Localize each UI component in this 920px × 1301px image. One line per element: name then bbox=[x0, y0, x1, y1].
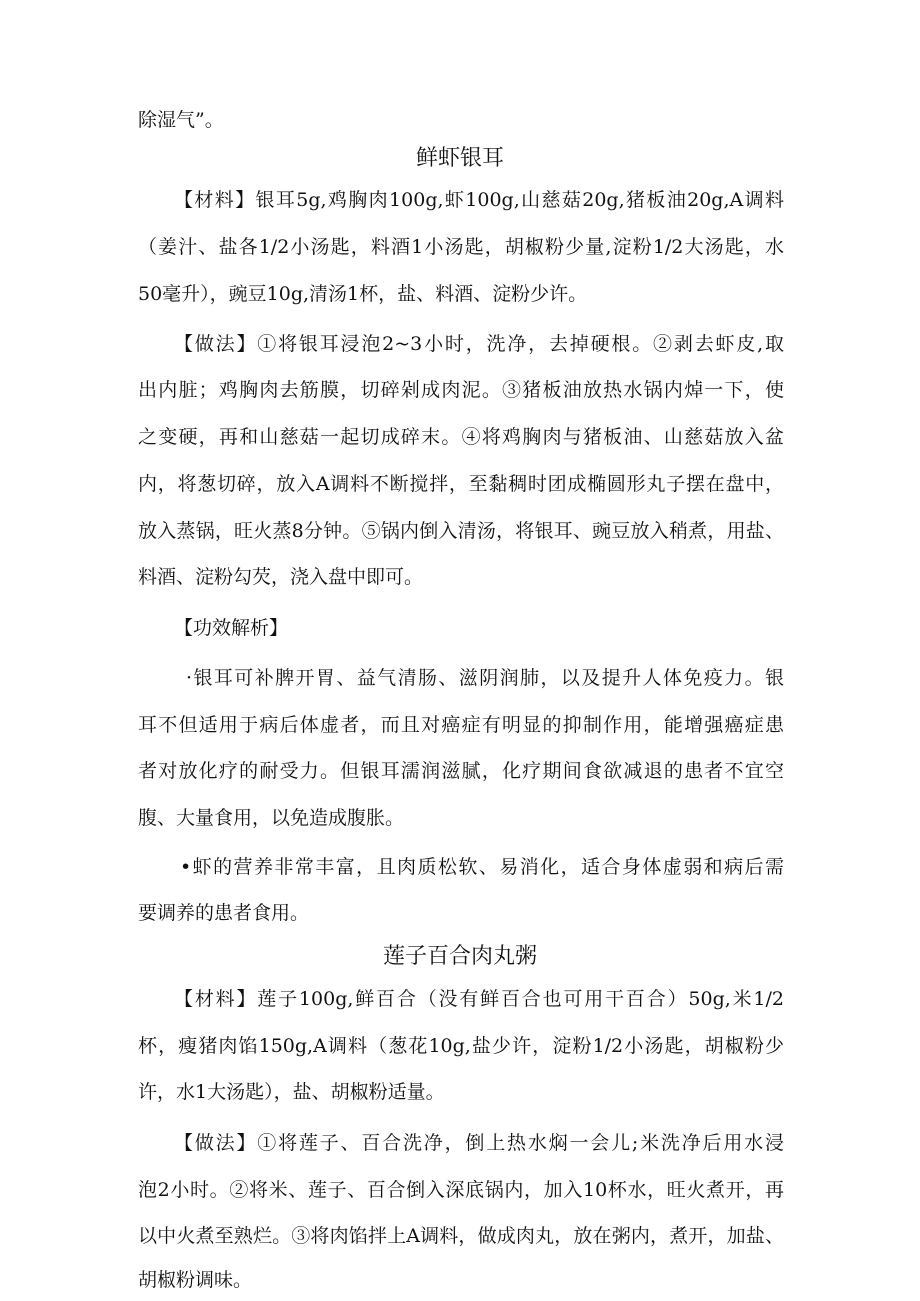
recipe-1-title: 鲜虾银耳 bbox=[415, 146, 504, 171]
recipe-1-effect-1-line-1: ·银耳可补脾开胃、益气清肠、滋阴润肺，以及提升人体免疫力。银 bbox=[186, 667, 784, 689]
recipe-1-materials-line-2: （姜汁、盐各1/2小汤匙，料酒1小汤匙，胡椒粉少量,淀粉1/2大汤匙，水 bbox=[138, 236, 784, 258]
recipe-2-materials-line-3: 许，水1大汤匙），盐、胡椒粉适量。 bbox=[138, 1081, 445, 1103]
recipe-1-effect-1-line-2: 耳不但适用于病后体虚者，而且对癌症有明显的抑制作用，能增强癌症患 bbox=[138, 714, 784, 736]
recipe-2-method-line-4: 胡椒粉调味。 bbox=[138, 1269, 253, 1291]
recipe-1-method-line-2: 出内脏；鸡胸肉去筋膜，切碎剁成肉泥。③猪板油放热水锅内焯一下，使 bbox=[138, 379, 784, 401]
recipe-1-effect-1-line-3: 者对放化疗的耐受力。但银耳濡润滋腻，化疗期间食欲减退的患者不宜空 bbox=[138, 760, 784, 782]
recipe-1-materials-line-3: 50毫升），豌豆10g,清汤1杯，盐、料酒、淀粉少许。 bbox=[138, 283, 588, 305]
recipe-1-method-line-3: 之变硬，再和山慈菇一起切成碎末。④将鸡胸肉与猪板油、山慈菇放入盆 bbox=[138, 426, 784, 448]
recipe-1-method-line-5: 放入蒸锅，旺火蒸8分钟。⑤锅内倒入清汤，将银耳、豌豆放入稍煮，用盐、 bbox=[138, 520, 784, 542]
recipe-1-effect-heading: 【功效解析】 bbox=[174, 617, 289, 639]
recipe-2-materials-line-1: 【材料】莲子100g,鲜百合（没有鲜百合也可用干百合）50g,米1/2 bbox=[174, 988, 784, 1010]
recipe-1-materials-line-1: 【材料】银耳5g,鸡胸肉100g,虾100g,山慈菇20g,猪板油20g,A调料 bbox=[174, 189, 784, 211]
recipe-2-method-line-3: 以中火煮至熟烂。③将肉馅拌上A调料，做成肉丸，放在粥内，煮开，加盐、 bbox=[138, 1225, 784, 1247]
recipe-1-method-line-4: 内，将葱切碎，放入A调料不断搅拌，至黏稠时团成椭圆形丸子摆在盘中， bbox=[138, 473, 784, 495]
intro-tail-line: 除湿气”。 bbox=[138, 109, 224, 131]
recipe-1-effect-2-line-2: 要调养的患者食用。 bbox=[138, 902, 310, 924]
recipe-1-effect-2-line-1: •虾的营养非常丰富，且肉质松软、易消化，适合身体虚弱和病后需 bbox=[180, 856, 784, 878]
recipe-2-method-line-1: 【做法】①将莲子、百合洗净，倒上热水焖一会儿;米洗净后用水浸 bbox=[174, 1132, 784, 1154]
recipe-2-title: 莲子百合肉丸粥 bbox=[382, 944, 537, 969]
recipe-1-effect-1-line-4: 腹、大量食用，以免造成腹胀。 bbox=[138, 807, 405, 829]
recipe-2-materials-line-2: 杯，瘦猪肉馅150g,A调料（葱花10g,盐少许，淀粉1/2小汤匙，胡椒粉少 bbox=[138, 1035, 784, 1057]
recipe-1-method-line-1: 【做法】①将银耳浸泡2~3小时，洗净，去掉硬根。②剥去虾皮,取 bbox=[174, 333, 784, 355]
recipe-2-method-line-2: 泡2小时。②将米、莲子、百合倒入深底锅内，加入10杯水，旺火煮开，再 bbox=[138, 1179, 784, 1201]
recipe-1-method-line-6: 料酒、淀粉勾芡，浇入盘中即可。 bbox=[138, 566, 424, 588]
